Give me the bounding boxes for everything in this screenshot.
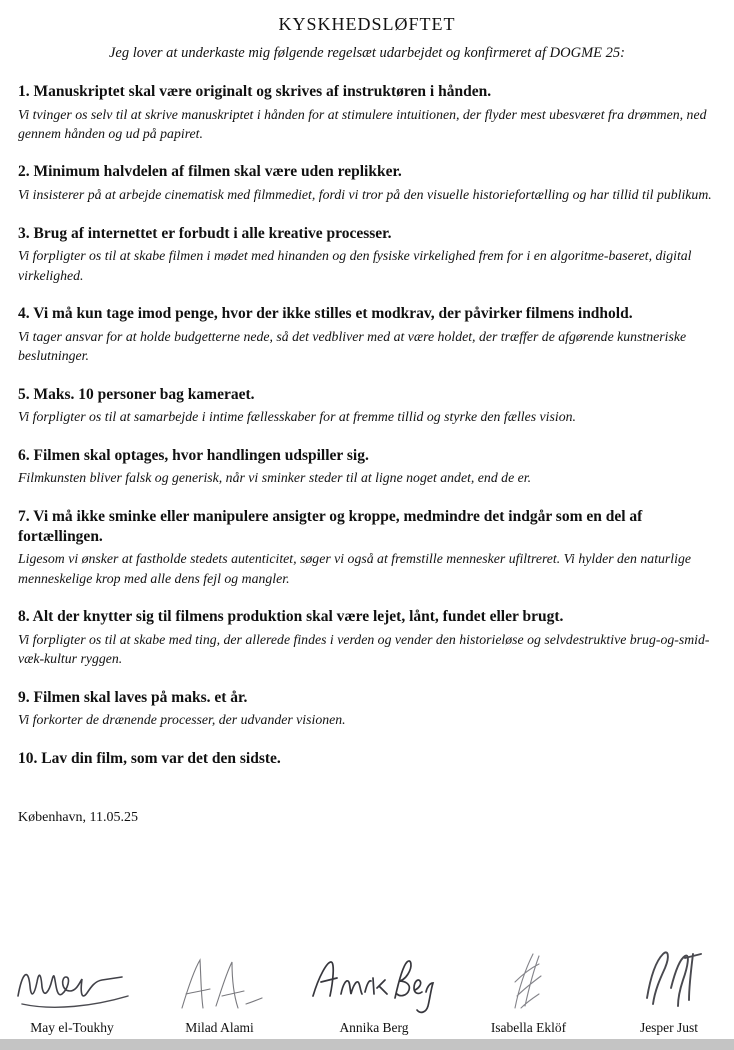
rule-3-heading: 3. Brug af internettet er forbudt i alle kreative processer. (18, 224, 392, 242)
rule-4-body: Vi tager ansvar for at holde budgetterne nede, så det vedbliver med at være holdet, der træffer de afgørende kunstneriske beslutninger. (18, 328, 687, 364)
rule-10 (18, 749, 716, 769)
rule-7-heading: 7. Vi må ikke sminke eller manipulere ansigter og kroppe, medmindre det indgår som en del af fortællingen. (18, 507, 643, 545)
rule-7 (18, 507, 716, 588)
rule-8-body: Vi forpligter os til at skabe med ting, der allerede findes i verden og vender den historieløse og selvdestruktive brug-og-smid-væk-kultur ryggen. (18, 631, 710, 667)
rule-5-body: Vi forpligter os til at samarbejde i intime fællesskaber for at fremme tillid og styrke den fælles vision. (18, 409, 576, 425)
signatory-name: Annika Berg (339, 1020, 409, 1035)
signature-block-may-el-toukhy (10, 954, 134, 1036)
signature-mark-icon (172, 954, 268, 1018)
rule-2-heading: 2. Minimum halvdelen af filmen skal være uden replikker. (18, 163, 402, 181)
rule-1-body: Vi tvinger os selv til at skrive manuskriptet i hånden for at stimulere intuitionen, der flyder mest ubesværet fra drømmen, ned gennem hånden og ud på papiret. (18, 106, 707, 142)
document-subtitle: Jeg lover at underkaste mig følgende regelsæt udarbejdet og konfirmeret af DOGME 25: (109, 45, 625, 61)
signature-block-jesper-just (614, 946, 724, 1036)
rule-3 (18, 224, 716, 285)
rules-list (18, 82, 716, 768)
signature-block-milad-alami (165, 954, 275, 1036)
rule-6-heading: 6. Filmen skal optages, hvor handlingen udspiller sig. (18, 446, 369, 464)
signatory-name: Milad Alami (185, 1020, 254, 1035)
signature-mark-icon (305, 948, 443, 1018)
rule-8-heading: 8. Alt der knytter sig til filmens produktion skal være lejet, lånt, fundet eller brugt. (18, 608, 564, 626)
rule-2-body: Vi insisterer på at arbejde cinematisk med filmmediet, fordi vi tror på den visuelle historiefortælling og har tillid til publikum. (18, 187, 712, 203)
signature-block-isabella-eklof (474, 948, 584, 1036)
rule-7-body: Ligesom vi ønsker at fastholde stedets autenticitet, søger vi også at fremstille mennesker ufiltreret. Vi hylder den naturlige menneskelige krop med alle dens fejl og mangler. (18, 551, 691, 586)
document-title: KYSKHEDSLØFTET (278, 14, 456, 34)
signatory-name: May el-Toukhy (30, 1020, 114, 1035)
signature-mark-icon (487, 948, 571, 1018)
rule-9-heading: 9. Filmen skal laves på maks. et år. (18, 688, 248, 706)
rule-9-body: Vi forkorter de drænende processer, der udvander visionen. (18, 712, 346, 728)
rule-2 (18, 162, 716, 204)
rule-4 (18, 304, 716, 365)
rule-10-heading: 10. Lav din film, som var det den sidste. (18, 749, 281, 767)
signature-mark-icon (10, 954, 134, 1018)
rule-5-heading: 5. Maks. 10 personer bag kameraet. (18, 385, 255, 403)
signatures-row (0, 946, 734, 1036)
rule-8 (18, 607, 716, 668)
rule-5 (18, 385, 716, 427)
signature-mark-icon (623, 946, 715, 1018)
rule-6-body: Filmkunsten bliver falsk og generisk, når vi sminker steder til at ligne noget andet, end de er. (18, 470, 532, 486)
rule-1 (18, 82, 716, 143)
rule-6 (18, 446, 716, 488)
dateline: København, 11.05.25 (18, 810, 139, 826)
signatory-name: Jesper Just (639, 1020, 699, 1035)
rule-9 (18, 688, 716, 730)
rule-4-heading: 4. Vi må kun tage imod penge, hvor der ikke stilles et modkrav, der påvirker filmens indhold. (18, 305, 633, 323)
rule-1-heading: 1. Manuskriptet skal være originalt og skrives af instruktøren i hånden. (18, 83, 492, 100)
signature-block-annika-berg (305, 948, 443, 1036)
rule-3-body: Vi forpligter os til at skabe filmen i mødet med hinanden og den fysiske virkelighed frem for i en algoritme-baseret, digital virkelighed. (18, 248, 692, 283)
page-bottom-edge (0, 1039, 734, 1050)
signatory-name: Isabella Eklöf (490, 1020, 567, 1035)
